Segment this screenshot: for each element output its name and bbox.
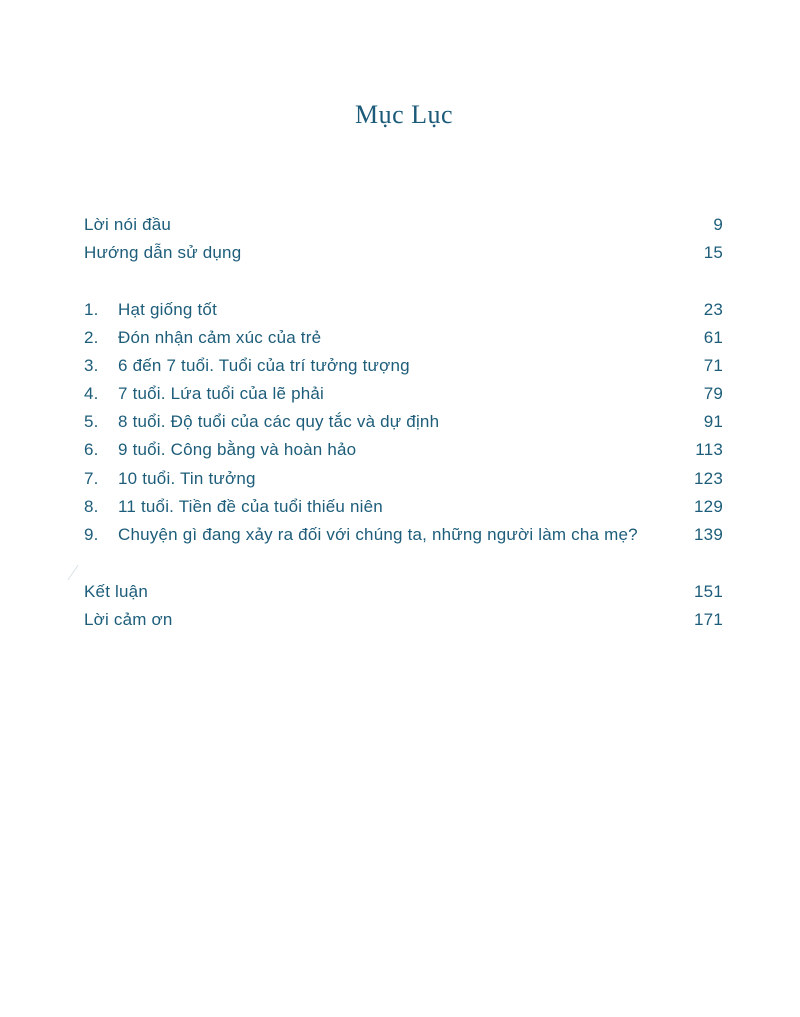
scan-mark	[67, 565, 78, 580]
toc-entry-conclusion	[0, 579, 800, 605]
chapter-number: 1.	[84, 300, 99, 319]
toc-entry-label: Lời cảm ơn	[84, 610, 173, 629]
toc-entry-label: Lời nói đầu	[84, 215, 172, 234]
chapter-title: Đón nhận cảm xúc của trẻ	[118, 328, 322, 347]
chapter-title: 7 tuổi. Lứa tuổi của lẽ phải	[118, 384, 325, 403]
chapter-page: 23	[703, 300, 723, 319]
toc-chapter-1	[0, 297, 800, 323]
chapter-page: 79	[703, 384, 723, 403]
chapter-number: 6.	[84, 440, 99, 459]
toc-chapter-9	[0, 522, 800, 548]
chapter-title: 9 tuổi. Công bằng và hoàn hảo	[118, 440, 357, 459]
toc-entry-page: 151	[694, 582, 723, 601]
toc-entry-acknowledgements	[0, 607, 800, 633]
chapter-title: Hạt giống tốt	[118, 300, 217, 319]
toc-chapter-8	[0, 494, 800, 520]
chapter-page: 123	[694, 469, 723, 488]
toc-chapter-3	[0, 353, 800, 379]
chapter-page: 113	[695, 440, 723, 459]
chapter-number: 8.	[84, 497, 99, 516]
toc-chapter-4	[0, 381, 800, 407]
toc-entry-label: Kết luận	[84, 582, 148, 601]
chapter-page: 61	[703, 328, 723, 347]
chapter-title: 11 tuổi. Tiền đề của tuổi thiếu niên	[118, 497, 383, 516]
chapter-number: 4.	[84, 384, 99, 403]
chapter-number: 5.	[84, 412, 99, 431]
chapter-title: Chuyện gì đang xảy ra đối với chúng ta, những người làm cha mẹ?	[118, 525, 638, 544]
toc-chapter-5	[0, 409, 800, 435]
toc-entry-foreword	[0, 212, 800, 238]
toc-chapter-2	[0, 325, 800, 351]
toc-chapter-6	[0, 437, 800, 463]
chapter-number: 2.	[84, 328, 99, 347]
toc-chapter-7	[0, 466, 800, 492]
chapter-title: 8 tuổi. Độ tuổi của các quy tắc và dự định	[118, 412, 440, 431]
chapter-title: 6 đến 7 tuổi. Tuổi của trí tưởng tượng	[118, 356, 410, 375]
page-title: Mục Lục	[354, 100, 454, 129]
chapter-title: 10 tuổi. Tin tưởng	[118, 469, 256, 488]
chapter-page: 71	[703, 356, 723, 375]
chapter-page: 139	[694, 525, 723, 544]
toc-entry-page: 171	[694, 610, 723, 629]
toc-entry-page: 15	[703, 243, 723, 262]
toc-entry-page: 9	[713, 215, 723, 234]
chapter-page: 91	[703, 412, 723, 431]
chapter-number: 9.	[84, 525, 99, 544]
chapter-number: 7.	[84, 469, 99, 488]
chapter-page: 129	[694, 497, 723, 516]
toc-entry-label: Hướng dẫn sử dụng	[84, 243, 242, 262]
chapter-number: 3.	[84, 356, 99, 375]
toc-entry-usage-guide	[0, 240, 800, 266]
